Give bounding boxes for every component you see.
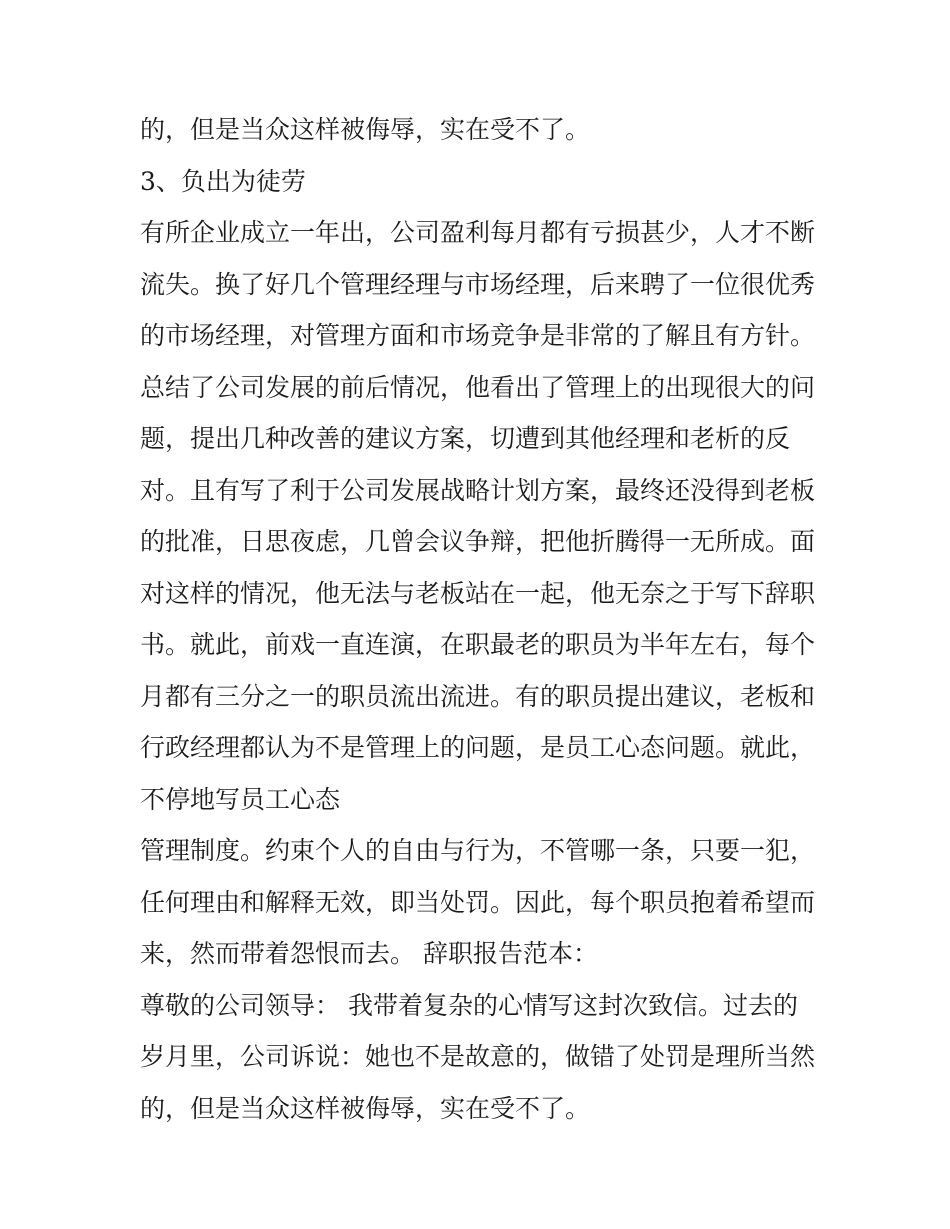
text-line: 有所企业成立一年出，公司盈利每月都有亏损甚少，人才不断 [140, 218, 816, 247]
text-line: 书。就此，前戏一直连演，在职最老的职员为半年左右，每个 [140, 630, 816, 659]
text-line: 月都有三分之一的职员流出流进。有的职员提出建议，老板和 [140, 681, 816, 711]
text-line: 的批准，日思夜虑，几曾会议争辩，把他折腾得一无所成。面 [140, 527, 816, 556]
text-line: 题，提出几种改善的建议方案，切遭到其他经理和老析的反 [140, 424, 791, 453]
section-heading: 3、负出为徒劳 [140, 166, 306, 196]
text-line: 对。且有写了利于公司发展战略计划方案，最终还没得到老板 [140, 475, 816, 505]
text-line: 流失。换了好几个管理经理与市场经理，后来聘了一位很优秀 [140, 269, 816, 299]
text-line: 尊敬的公司领导： 我带着复杂的心情写这封次致信。过去的 [140, 990, 798, 1020]
text-line: 岁月里，公司诉说：她也不是故意的，做错了处罚是理所当然 [140, 1042, 816, 1071]
text-line: 总结了公司发展的前后情况，他看出了管理上的出现很大的问 [140, 372, 816, 402]
text-line: 任何理由和解释无效，即当处罚。因此，每个职员抱着希望而 [140, 887, 816, 917]
text-line: 的，但是当众这样被侮辱，实在受不了。 [140, 1093, 591, 1123]
body-text [140, 104, 830, 1134]
text-line: 来，然而带着怨恨而去。 辞职报告范本： [140, 939, 598, 968]
text-line: 管理制度。约束个人的自由与行为，不管哪一条，只要一犯， [140, 836, 816, 865]
text-line: 不停地写员工心态 [140, 784, 341, 814]
text-line: 对这样的情况，他无法与老板站在一起，他无奈之于写下辞职 [140, 578, 816, 608]
text-line: 的市场经理，对管理方面和市场竞争是非常的了解且有方针。 [140, 321, 816, 350]
text-line: 行政经理都认为不是管理上的问题，是员工心态问题。就此， [140, 733, 816, 762]
text-line: 的，但是当众这样被侮辱，实在受不了。 [140, 115, 591, 144]
